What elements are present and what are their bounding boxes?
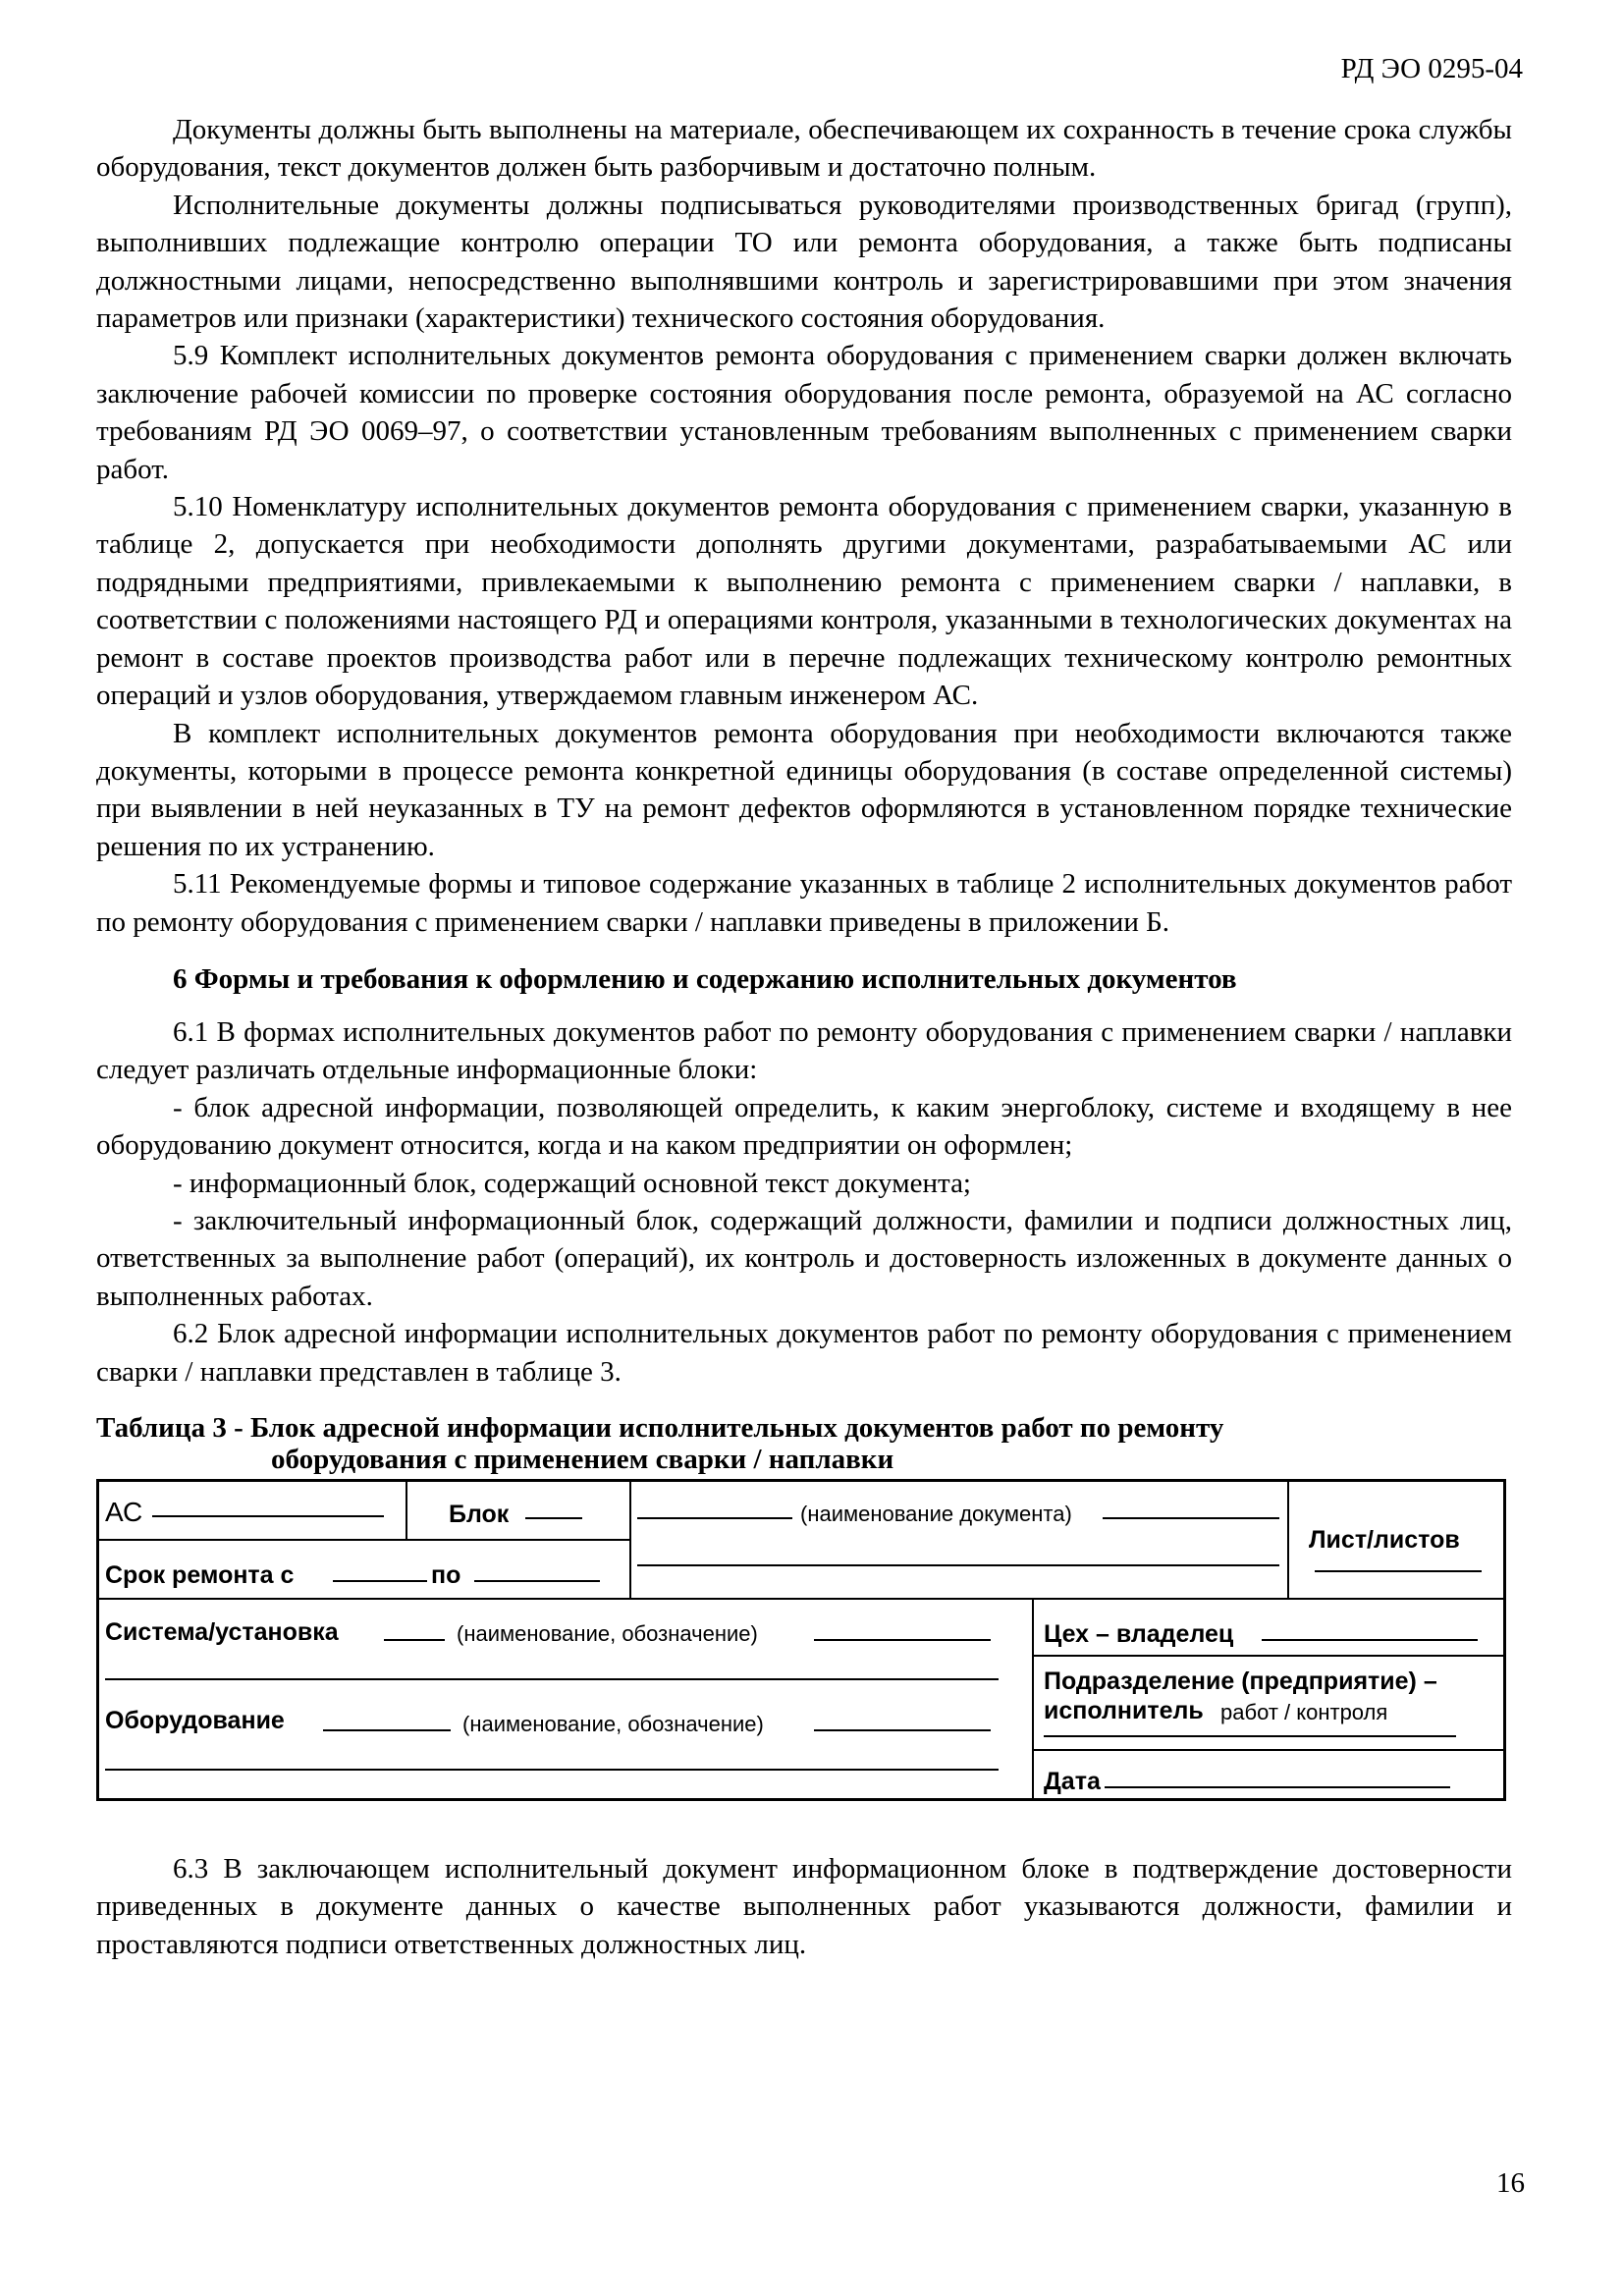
table-caption-line1: Таблица 3 - Блок адресной информации исполнительных документов работ по ремонту [96, 1412, 1224, 1444]
list-item: - заключительный информационный блок, содержащий должности, фамилии и подписи должностных лиц, ответственных за выполнение работ (операций), их контроль и достоверность изложенных в документе данных о выполненных работах. [96, 1204, 1512, 1312]
equipment-label: Оборудование [105, 1707, 285, 1734]
paragraph: Исполнительные документы должны подписываться руководителями производственных бригад (групп), выполнивших подлежащие контролю операции ТО или ремонта оборудования, а также быть подписаны должностными лицами, непосредственно выполнявшими контроль и зарегистрировавшими при этом значения параметров или признаки (характеристики) технического состояния оборудования. [96, 189, 1512, 335]
equipment-underline-second [105, 1769, 999, 1771]
sheets-cell [1287, 1482, 1503, 1598]
system-underline-right [814, 1639, 991, 1641]
equipment-hint: (наименование, обозначение) [462, 1712, 764, 1736]
repair-term-to-underline [474, 1580, 600, 1582]
system-label: Система/установка [105, 1618, 339, 1646]
paragraph: 6.3 В заключающем исполнительный документ информационном блоке в подтверждение достоверности приведенных в документе данных о качестве выполненных работ указываются должности, фамилии и проставляются подписи ответственных должностных лиц. [96, 1853, 1512, 1960]
repair-term-prefix: Срок ремонта с [105, 1561, 295, 1589]
doc-name-underline-second [637, 1564, 1279, 1566]
block-underline [525, 1517, 582, 1519]
doc-name-underline-right [1103, 1517, 1279, 1519]
date-cell [1032, 1749, 1503, 1798]
equipment-underline-left [323, 1729, 451, 1731]
as-label: АС [105, 1497, 143, 1527]
system-equipment-cell [99, 1598, 1032, 1798]
table-caption-line2: оборудования с применением сварки / наплавки [271, 1444, 894, 1475]
page-number: 16 [1496, 2167, 1525, 2199]
list-item: - блок адресной информации, позволяющей определить, к каким энергоблоку, системе и входящему в нее оборудованию документ относится, когда и на каком предприятии он оформлен; [96, 1091, 1512, 1162]
section-heading: 6 Формы и требования к оформлению и содержанию исполнительных документов [173, 962, 1237, 995]
system-underline-second [105, 1678, 999, 1680]
paragraph: 6.1 В формах исполнительных документов работ по ремонту оборудования с применением сварки / наплавки следует различать отдельные информационные блоки: [96, 1015, 1512, 1086]
paragraph: 5.10 Номенклатуру исполнительных документов ремонта оборудования с применением сварки, указанную в таблице 2, допускается при необходимости дополнять другими документами, разрабатываемыми АС или подрядными предприятиями, привлекаемыми к выполнению ремонта с применением сварки / наплавки, в соответствии с положениями настоящего РД и операциями контроля, указанными в технологических документах на ремонт в составе проектов производства работ или в перечне подлежащих техническому контролю ремонтных операций и узлов оборудования, утверждаемом главным инженером АС. [96, 491, 1512, 712]
subdivision-underline [1044, 1735, 1456, 1737]
doc-name-underline-left [637, 1517, 792, 1519]
block-cell [406, 1482, 629, 1539]
table-caption [96, 1412, 1512, 1475]
repair-term-cell [99, 1539, 629, 1598]
date-label: Дата [1044, 1768, 1101, 1795]
doc-name-hint: (наименование документа) [800, 1502, 1072, 1526]
executor-hint: работ / контроля [1220, 1700, 1388, 1724]
paragraph: 5.11 Рекомендуемые формы и типовое содержание указанных в таблице 2 исполнительных документов работ по ремонту оборудования с применением сварки / наплавки приведены в приложении Б. [96, 868, 1512, 938]
document-code: РД ЭО 0295-04 [1340, 53, 1523, 84]
paragraph: В комплект исполнительных документов ремонта оборудования при необходимости включаются также документы, которыми в процессе ремонта конкретной единицы оборудования (в составе определенной системы) при выявлении в ней неуказанных в ТУ на ремонт дефектов оформляются в установленном порядке технические решения по их устранению. [96, 717, 1512, 862]
repair-term-to: по [431, 1561, 461, 1589]
system-underline-left [384, 1639, 445, 1641]
date-underline [1105, 1786, 1450, 1788]
document-name-cell [629, 1482, 1287, 1598]
workshop-cell [1032, 1598, 1503, 1655]
workshop-label: Цех – владелец [1044, 1620, 1234, 1648]
executor-label: исполнитель [1044, 1697, 1204, 1724]
subdivision-label: Подразделение (предприятие) – [1044, 1667, 1437, 1695]
address-info-table [96, 1479, 1506, 1801]
equipment-underline-right [814, 1729, 991, 1731]
sheets-label: Лист/листов [1309, 1526, 1460, 1554]
sheets-underline [1315, 1570, 1482, 1572]
system-hint: (наименование, обозначение) [457, 1621, 758, 1646]
as-underline [152, 1515, 384, 1517]
block-label: Блок [449, 1501, 510, 1528]
paragraph: Документы должны быть выполнены на материале, обеспечивающем их сохранность в течение срока службы оборудования, текст документов должен быть разборчивым и достаточно полным. [96, 114, 1512, 184]
subdivision-cell [1032, 1655, 1503, 1749]
as-cell [99, 1482, 406, 1539]
paragraph: 5.9 Комплект исполнительных документов ремонта оборудования с применением сварки должен включать заключение рабочей комиссии по проверке состояния оборудования после ремонта, образуемой на АС согласно требованиям РД ЭО 0069–97, о соответствии установленным требованиям выполненных с применением сварки работ. [96, 340, 1512, 485]
document-body [96, 111, 1512, 1963]
workshop-underline [1262, 1639, 1478, 1641]
paragraph: 6.2 Блок адресной информации исполнительных документов работ по ремонту оборудования с применением сварки / наплавки представлен в таблице 3. [96, 1318, 1512, 1388]
list-item: - информационный блок, содержащий основной текст документа; [173, 1167, 971, 1199]
repair-term-from-underline [333, 1580, 427, 1582]
